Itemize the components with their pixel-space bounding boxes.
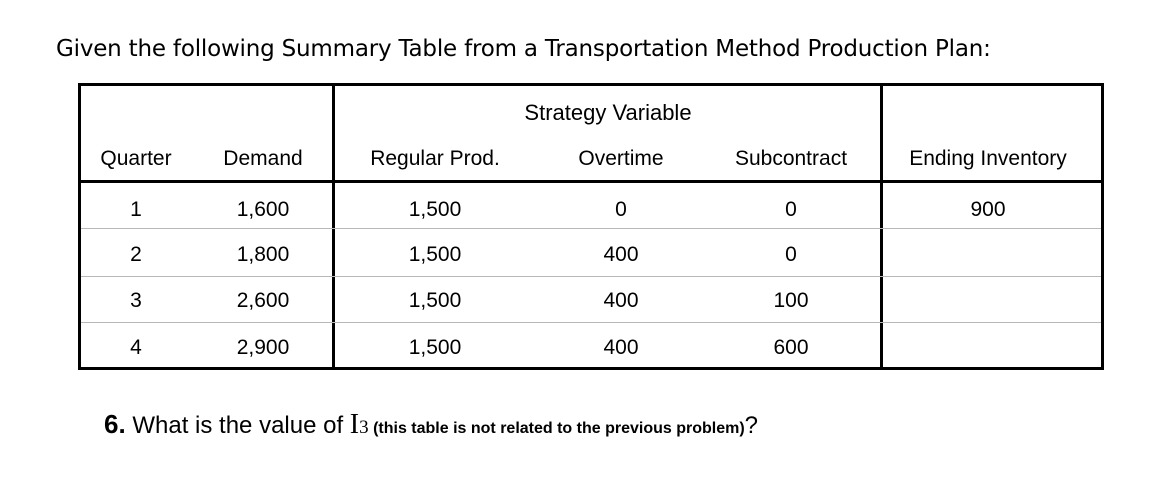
question-6 [104,409,758,441]
cell-quarter: 1 [130,198,142,221]
row-divider [81,322,1101,323]
group-header: Strategy Variable [524,100,692,125]
cell-subcontract: 0 [785,198,797,221]
cell-demand: 2,900 [236,336,290,359]
cell-subcontract: 0 [785,243,797,266]
cell-quarter: 3 [130,289,142,312]
intro-text: Given the following Summary Table from a Transportation Method Production Plan: [56,36,991,62]
cell-demand: 1,800 [236,243,290,266]
col-header-demand: Demand [223,147,303,170]
cell-quarter: 4 [130,336,142,359]
question-text: What is the value of [125,412,350,439]
cell-demand: 1,600 [236,198,290,221]
cell-overtime: 400 [603,336,639,359]
cell-overtime: 0 [615,198,627,221]
summary-table [78,83,1104,370]
row-divider [81,276,1101,277]
cell-demand: 2,600 [236,289,290,312]
header-divider [81,180,1101,183]
cell-overtime: 400 [603,289,639,312]
row-divider [81,228,1101,229]
cell-regular-prod: 1,500 [408,243,462,266]
cell-regular-prod: 1,500 [408,198,462,221]
cell-quarter: 2 [130,243,142,266]
col-header-regular-prod: Regular Prod. [370,147,500,170]
cell-subcontract: 600 [773,336,809,359]
col-header-subcontract: Subcontract [734,147,848,170]
cell-regular-prod: 1,500 [408,289,462,312]
col-header-quarter: Quarter [100,147,172,170]
question-end: ? [744,412,759,439]
question-variable: I [349,409,360,440]
cell-ending-inventory: 900 [970,198,1006,221]
cell-overtime: 400 [603,243,639,266]
cell-subcontract: 100 [773,289,809,312]
question-note: (this table is not related to the previous problem) [368,420,745,437]
question-number: 6. [104,409,126,439]
table-divider [880,86,883,367]
cell-regular-prod: 1,500 [408,336,462,359]
col-header-overtime: Overtime [578,147,664,170]
question-subscript: 3 [359,417,369,438]
table-divider [332,86,335,367]
col-header-ending-inventory: Ending Inventory [909,147,1067,170]
